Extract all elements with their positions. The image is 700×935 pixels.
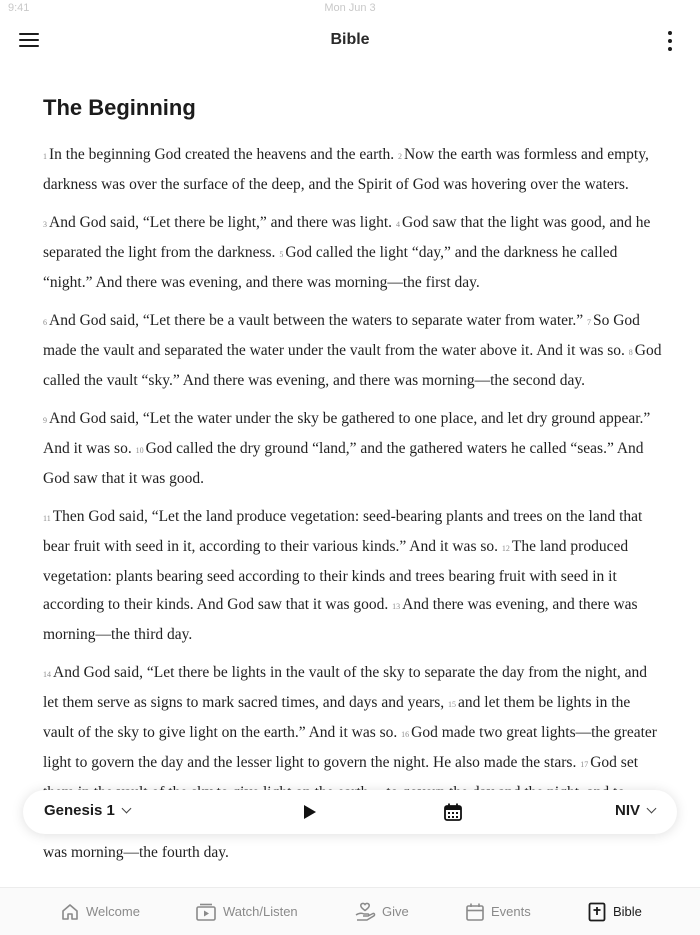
verse-number: 2: [398, 152, 403, 161]
verse-number: 5: [279, 250, 284, 259]
verse-number: 6: [43, 318, 47, 327]
tab-bible-label: Bible: [613, 904, 642, 919]
verse-number: 11: [43, 514, 51, 523]
section-heading: The Beginning: [43, 95, 196, 120]
verse-text[interactable]: So God made the vault and separated the water under the vault from the water above it. And it was so.: [43, 312, 640, 359]
verse-text[interactable]: And God said, “Let there be a vault between the waters to separate water from water.”: [49, 312, 584, 329]
status-date: Mon Jun 3: [324, 2, 376, 14]
tab-welcome[interactable]: [60, 888, 140, 935]
verse-text[interactable]: God made two great lights—the greater light to govern the day and the lesser light to govern the night. He also made the stars.: [43, 724, 657, 771]
passage-paragraph: [43, 659, 663, 867]
version-label: NIV: [614, 802, 640, 819]
play-screen-icon: [195, 902, 217, 922]
top-bar: [0, 18, 700, 64]
verse-text[interactable]: God called the dry ground “land,” and the gathered waters he called “seas.” And God saw that it was good.: [43, 440, 644, 487]
verse-text[interactable]: and let them be lights in the vault of the sky to give light on the earth.” And it was so.: [43, 694, 631, 741]
bible-icon: [587, 902, 607, 922]
reading-plan-button[interactable]: [443, 802, 463, 822]
verse-text[interactable]: God called the light “day,” and the darkness he called “night.” And there was evening, and there was morning—the first day.: [43, 244, 618, 291]
verse-text[interactable]: The land produced vegetation: plants bearing seed according to their kinds and trees bearing fruit with seed in it according to their kinds. And God saw that it was good.: [43, 538, 629, 613]
verse-text[interactable]: And God said, “Let there be lights in the vault of the sky to separate the day from the night, and let them serve as signs to mark sacred times, and days and years,: [43, 664, 648, 711]
verse-number: 9: [43, 416, 47, 425]
verse-text[interactable]: God set: [590, 754, 639, 771]
verse-number: 12: [501, 544, 510, 553]
calendar-icon: [443, 802, 463, 822]
tab-give-label: Give: [382, 904, 409, 919]
version-select[interactable]: [615, 802, 655, 819]
verse-text[interactable]: And God said, “Let there be light,” and there was light.: [49, 214, 393, 231]
book-chapter-label: Genesis 1: [44, 802, 115, 819]
verse-number: 16: [401, 730, 410, 739]
play-icon: [302, 804, 318, 820]
verse-text[interactable]: Then God said, “Let the land produce vegetation: seed-bearing plants and trees on the land that bear fruit with seed in it, according to their various kinds.” And it was so.: [43, 508, 643, 555]
book-chapter-select[interactable]: [44, 802, 130, 819]
passage-paragraph: [43, 503, 663, 649]
verse-number: 17: [580, 760, 589, 769]
calendar-icon: [465, 902, 485, 922]
passage-paragraph: [43, 405, 663, 493]
bottom-tab-bar: [0, 887, 700, 935]
give-hand-icon: [354, 902, 376, 922]
verse-text[interactable]: God called the vault “sky.” And there was evening, and there was morning—the second day.: [43, 342, 662, 389]
verse-number: 15: [448, 700, 457, 709]
passage-paragraph: [43, 307, 663, 395]
tab-watch-listen[interactable]: [195, 888, 298, 935]
chevron-down-icon: [647, 804, 657, 814]
verse-text[interactable]: was morning—the fourth day.: [43, 844, 229, 861]
verse-number: 3: [43, 220, 47, 229]
verse-number: 1: [43, 152, 47, 161]
chevron-down-icon: [121, 804, 131, 814]
verse-number: 4: [395, 220, 400, 229]
verse-number: 8: [628, 348, 633, 357]
page-title: Bible: [330, 31, 370, 48]
status-time: 9:41: [8, 2, 30, 14]
passage-content: [43, 95, 663, 877]
passage-paragraph: [43, 209, 663, 297]
passage-paragraph: [43, 141, 663, 199]
play-audio-button[interactable]: [302, 804, 318, 820]
more-options-button[interactable]: [660, 30, 680, 52]
verse-number: 14: [43, 670, 51, 679]
home-icon: [60, 902, 80, 922]
tab-watch-listen-label: Watch/Listen: [223, 904, 298, 919]
tab-welcome-label: Welcome: [86, 904, 140, 919]
status-bar: [0, 0, 700, 16]
verse-text[interactable]: In the beginning God created the heavens and the earth.: [49, 146, 395, 163]
verse-number: 7: [586, 318, 591, 327]
verse-text[interactable]: Now the earth was formless and empty, darkness was over the surface of the deep, and the Spirit of God was hovering over the waters.: [43, 146, 649, 193]
reader-controls-bar: [23, 790, 677, 834]
tab-bible[interactable]: [587, 888, 642, 935]
tab-events-label: Events: [491, 904, 531, 919]
verse-text[interactable]: And God said, “Let the water under the sky be gathered to one place, and let dry ground appear.” And it was so.: [43, 410, 651, 457]
verse-text[interactable]: God saw that the light was good, and he separated the light from the darkness.: [43, 214, 651, 261]
verse-number: 13: [392, 602, 401, 611]
verse-text[interactable]: And there was evening, and there was morning—the third day.: [43, 596, 638, 643]
tab-events[interactable]: [465, 888, 531, 935]
tab-give[interactable]: [354, 888, 409, 935]
passage-paragraphs: [43, 141, 663, 867]
verse-number: 10: [135, 446, 144, 455]
